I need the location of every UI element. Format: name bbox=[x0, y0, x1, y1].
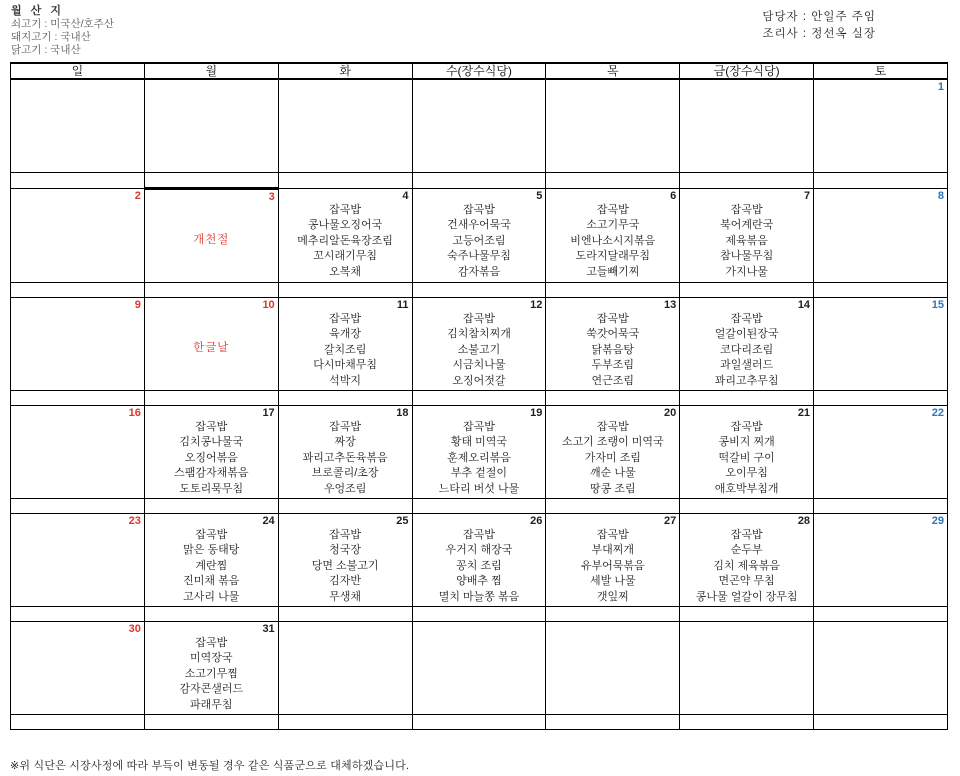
date-number: 15 bbox=[931, 299, 944, 311]
empty-day-cell bbox=[680, 622, 814, 715]
menu-list bbox=[279, 312, 412, 389]
spacer-cell bbox=[144, 715, 278, 730]
day-cell bbox=[144, 189, 278, 283]
date-number: 29 bbox=[931, 515, 944, 527]
day-header-fri: 금(장수식당) bbox=[680, 63, 814, 79]
spacer-cell bbox=[278, 499, 412, 514]
menu-item: 두부조림 bbox=[591, 359, 635, 372]
menu-item: 파래무침 bbox=[190, 698, 233, 711]
day-cell bbox=[144, 406, 278, 499]
empty-day-cell bbox=[144, 79, 278, 173]
spacer-cell bbox=[546, 173, 680, 189]
day-cell bbox=[144, 514, 278, 607]
day-cell bbox=[11, 298, 145, 391]
menu-calendar-table bbox=[10, 62, 948, 730]
date-number: 24 bbox=[262, 515, 275, 527]
spacer-cell bbox=[680, 391, 814, 406]
day-cell bbox=[144, 622, 278, 715]
day-cell bbox=[680, 406, 814, 499]
spacer-cell bbox=[680, 173, 814, 189]
menu-item: 잡곡밥 bbox=[730, 529, 763, 541]
spacer-cell bbox=[412, 499, 546, 514]
day-cell bbox=[278, 514, 412, 607]
menu-item: 당면 소불고기 bbox=[311, 559, 379, 572]
menu-item: 연근조림 bbox=[591, 374, 635, 387]
date-number: 21 bbox=[797, 407, 811, 419]
spacer-row bbox=[11, 607, 948, 622]
menu-item: 김치 제육볶음 bbox=[713, 559, 781, 572]
spacer-cell bbox=[680, 607, 814, 622]
menu-item: 과일샐러드 bbox=[720, 359, 774, 372]
menu-item: 꼬시래기무침 bbox=[313, 250, 377, 263]
date-number: 30 bbox=[128, 623, 141, 635]
holiday-label: 개천절 bbox=[193, 234, 230, 246]
menu-item: 꽁치 조림 bbox=[456, 559, 502, 572]
date-number: 19 bbox=[530, 407, 543, 419]
spacer-cell bbox=[412, 607, 546, 622]
date-number: 26 bbox=[530, 515, 543, 527]
menu-item: 오복채 bbox=[329, 265, 362, 278]
spacer-row bbox=[11, 499, 948, 514]
menu-item: 청국장 bbox=[329, 544, 362, 557]
date-number: 23 bbox=[128, 515, 141, 527]
origin-pork: 돼지고기 : 국내산 bbox=[11, 31, 91, 43]
spacer-cell bbox=[144, 283, 278, 298]
spacer-cell bbox=[546, 607, 680, 622]
date-number: 1 bbox=[937, 81, 944, 93]
day-cell bbox=[546, 514, 680, 607]
date-number: 18 bbox=[396, 407, 409, 419]
menu-item: 얼갈이된장국 bbox=[714, 328, 779, 341]
menu-list bbox=[279, 420, 412, 497]
menu-list bbox=[413, 203, 546, 280]
day-cell bbox=[11, 514, 145, 607]
date-number: 11 bbox=[396, 299, 409, 311]
date-number: 2 bbox=[134, 190, 141, 202]
menu-item: 석박지 bbox=[329, 374, 362, 387]
menu-item: 김자반 bbox=[329, 575, 362, 588]
day-cell bbox=[546, 298, 680, 391]
staff-info-block bbox=[762, 9, 876, 43]
menu-list bbox=[145, 420, 278, 497]
date-number: 10 bbox=[262, 299, 275, 311]
day-header-sun: 일 bbox=[11, 63, 145, 79]
spacer-cell bbox=[814, 391, 948, 406]
day-cell bbox=[144, 298, 278, 391]
menu-list bbox=[413, 312, 546, 389]
menu-list bbox=[546, 420, 679, 497]
menu-item: 잡곡밥 bbox=[463, 421, 495, 433]
date-number: 28 bbox=[797, 515, 811, 527]
empty-day-cell bbox=[546, 622, 680, 715]
spacer-cell bbox=[814, 283, 948, 298]
menu-item: 가자미 조림 bbox=[584, 451, 641, 464]
date-number: 4 bbox=[402, 190, 409, 202]
menu-item: 고등어조림 bbox=[452, 234, 506, 247]
date-number: 6 bbox=[670, 190, 677, 202]
menu-item: 도라지달래무침 bbox=[575, 250, 650, 263]
menu-list bbox=[413, 420, 546, 497]
spacer-cell bbox=[546, 391, 680, 406]
day-cell bbox=[412, 189, 546, 283]
empty-day-cell bbox=[412, 79, 546, 173]
menu-item: 순두부 bbox=[730, 544, 763, 557]
menu-item: 닭볶음탕 bbox=[591, 343, 635, 356]
calendar-body bbox=[11, 79, 948, 730]
day-header-thu: 목 bbox=[546, 63, 680, 79]
menu-item: 소고기 조랭이 미역국 bbox=[561, 436, 664, 449]
spacer-cell bbox=[11, 715, 145, 730]
menu-list bbox=[680, 312, 813, 389]
week-row bbox=[11, 514, 948, 607]
spacer-cell bbox=[144, 173, 278, 189]
day-cell bbox=[814, 298, 948, 391]
empty-day-cell bbox=[11, 79, 145, 173]
day-cell bbox=[546, 406, 680, 499]
menu-item: 잡곡밥 bbox=[463, 204, 495, 216]
spacer-cell bbox=[11, 283, 145, 298]
calendar-header bbox=[11, 63, 948, 79]
spacer-row bbox=[11, 283, 948, 298]
menu-item: 콩나물오징어국 bbox=[307, 219, 383, 232]
menu-list bbox=[546, 528, 679, 605]
menu-item: 숙주나물무침 bbox=[447, 250, 511, 263]
menu-item: 떡갈비 구이 bbox=[718, 451, 775, 464]
menu-item: 잡곡밥 bbox=[596, 313, 629, 325]
menu-item: 부대찌개 bbox=[591, 544, 635, 557]
origin-info-block bbox=[11, 4, 114, 57]
spacer-cell bbox=[546, 715, 680, 730]
spacer-cell bbox=[546, 499, 680, 514]
menu-item: 잡곡밥 bbox=[329, 421, 362, 433]
day-cell bbox=[278, 298, 412, 391]
menu-item: 계란찜 bbox=[195, 559, 228, 572]
menu-item: 미역장국 bbox=[190, 652, 233, 665]
menu-item: 황태 미역국 bbox=[450, 436, 508, 449]
menu-item: 건새우어묵국 bbox=[447, 219, 511, 232]
menu-item: 느타리 버섯 나물 bbox=[438, 482, 520, 495]
week-row bbox=[11, 298, 948, 391]
date-number: 5 bbox=[536, 190, 543, 202]
menu-item: 가지나물 bbox=[725, 265, 768, 278]
day-cell bbox=[412, 514, 546, 607]
menu-item: 세발 나물 bbox=[590, 575, 636, 588]
menu-item: 시금치나물 bbox=[452, 359, 506, 372]
day-header-wed: 수(장수식당) bbox=[412, 63, 546, 79]
menu-list bbox=[680, 528, 813, 605]
menu-list bbox=[546, 203, 679, 280]
spacer-cell bbox=[11, 391, 145, 406]
menu-item: 부추 겉절이 bbox=[450, 467, 508, 480]
menu-item: 잡곡밥 bbox=[195, 529, 228, 541]
spacer-cell bbox=[814, 715, 948, 730]
origin-title: 월 산 지 bbox=[11, 5, 64, 17]
menu-item: 잡곡밥 bbox=[730, 204, 763, 216]
spacer-cell bbox=[412, 283, 546, 298]
menu-item: 고사리 나물 bbox=[183, 590, 240, 603]
empty-day-cell bbox=[814, 622, 948, 715]
day-cell bbox=[814, 189, 948, 283]
spacer-cell bbox=[278, 715, 412, 730]
menu-list bbox=[145, 636, 278, 713]
menu-item: 잡곡밥 bbox=[596, 204, 629, 216]
spacer-cell bbox=[11, 607, 145, 622]
menu-list bbox=[413, 528, 546, 605]
menu-item: 애호박부침개 bbox=[714, 482, 779, 495]
menu-item: 스팸감자채볶음 bbox=[174, 467, 249, 480]
spacer-row bbox=[11, 173, 948, 189]
menu-item: 오징어젓갈 bbox=[452, 374, 506, 387]
day-cell bbox=[11, 406, 145, 499]
menu-list bbox=[279, 203, 412, 280]
menu-item: 잡곡밥 bbox=[596, 529, 629, 541]
menu-item: 김치참치찌개 bbox=[447, 328, 511, 341]
menu-item: 진미채 볶음 bbox=[183, 575, 240, 588]
date-number: 9 bbox=[134, 299, 141, 311]
day-header-mon: 월 bbox=[144, 63, 278, 79]
menu-item: 다시마채무침 bbox=[313, 359, 377, 372]
day-cell bbox=[814, 79, 948, 173]
origin-beef: 쇠고기 : 미국산/호주산 bbox=[11, 18, 114, 30]
empty-day-cell bbox=[680, 79, 814, 173]
date-number: 7 bbox=[803, 190, 811, 202]
menu-item: 맑은 동태탕 bbox=[183, 544, 240, 557]
menu-item: 우엉조림 bbox=[323, 482, 367, 495]
menu-item: 멸치 마늘쫑 볶음 bbox=[438, 590, 520, 603]
spacer-row bbox=[11, 391, 948, 406]
spacer-cell bbox=[11, 499, 145, 514]
day-cell bbox=[680, 298, 814, 391]
week-row bbox=[11, 406, 948, 499]
empty-day-cell bbox=[278, 79, 412, 173]
menu-item: 오이무침 bbox=[725, 467, 768, 480]
day-header-row bbox=[11, 63, 948, 79]
spacer-cell bbox=[814, 173, 948, 189]
day-cell bbox=[680, 189, 814, 283]
staff-cook: 조리사 : 정선옥 실장 bbox=[762, 28, 876, 40]
menu-item: 소불고기 bbox=[457, 343, 501, 356]
menu-item: 잡곡밥 bbox=[463, 529, 495, 541]
menu-item: 북어계란국 bbox=[720, 219, 774, 232]
menu-item: 양배추 찜 bbox=[456, 575, 502, 588]
date-number: 8 bbox=[937, 190, 944, 202]
spacer-cell bbox=[144, 607, 278, 622]
menu-item: 메추리알돈육장조림 bbox=[297, 234, 393, 247]
date-number: 13 bbox=[663, 299, 677, 311]
menu-list bbox=[680, 203, 813, 280]
menu-item: 도토리묵무침 bbox=[179, 482, 244, 495]
menu-item: 콩나물 얼갈이 장무침 bbox=[695, 590, 798, 603]
day-header-sat: 토 bbox=[814, 63, 948, 79]
menu-item: 훈제오리볶음 bbox=[447, 451, 511, 464]
day-cell bbox=[680, 514, 814, 607]
menu-item: 잡곡밥 bbox=[329, 313, 362, 325]
empty-day-cell bbox=[412, 622, 546, 715]
menu-list bbox=[279, 528, 412, 605]
menu-item: 비엔나소시지볶음 bbox=[570, 234, 656, 247]
date-number: 16 bbox=[128, 407, 141, 419]
menu-list bbox=[546, 312, 679, 389]
date-number: 3 bbox=[268, 191, 275, 203]
spacer-cell bbox=[144, 499, 278, 514]
spacer-cell bbox=[278, 283, 412, 298]
menu-item: 면곤약 무침 bbox=[718, 575, 775, 588]
spacer-cell bbox=[11, 173, 145, 189]
menu-item: 무생채 bbox=[329, 590, 362, 603]
empty-day-cell bbox=[546, 79, 680, 173]
holiday-label: 한글날 bbox=[193, 342, 230, 354]
date-number: 14 bbox=[797, 299, 811, 311]
menu-item: 잡곡밥 bbox=[195, 637, 228, 649]
menu-item: 참나물무침 bbox=[720, 250, 774, 263]
day-cell bbox=[278, 406, 412, 499]
spacer-cell bbox=[546, 283, 680, 298]
menu-item: 브로콜리/초장 bbox=[311, 467, 379, 480]
menu-item: 잡곡밥 bbox=[730, 421, 763, 433]
menu-item: 오징어볶음 bbox=[184, 451, 238, 464]
menu-item: 감자콘샐러드 bbox=[179, 683, 244, 696]
menu-item: 짜장 bbox=[334, 436, 356, 449]
menu-item: 꽈리고추돈육볶음 bbox=[302, 451, 388, 464]
day-cell bbox=[278, 189, 412, 283]
spacer-cell bbox=[680, 715, 814, 730]
menu-item: 제육볶음 bbox=[725, 234, 768, 247]
day-cell bbox=[412, 406, 546, 499]
menu-list bbox=[145, 528, 278, 605]
spacer-cell bbox=[412, 173, 546, 189]
menu-item: 소고기무찜 bbox=[184, 667, 238, 680]
menu-item: 잡곡밥 bbox=[730, 313, 763, 325]
menu-item: 콩비지 찌개 bbox=[718, 436, 775, 449]
date-number: 17 bbox=[262, 407, 275, 419]
date-number: 25 bbox=[396, 515, 409, 527]
spacer-cell bbox=[278, 173, 412, 189]
day-cell bbox=[814, 406, 948, 499]
spacer-cell bbox=[278, 391, 412, 406]
menu-item: 갈치조림 bbox=[323, 343, 367, 356]
date-number: 22 bbox=[931, 407, 944, 419]
menu-item: 소고기무국 bbox=[586, 219, 640, 232]
menu-item: 갯잎찌 bbox=[596, 590, 629, 603]
menu-item: 잡곡밥 bbox=[195, 421, 228, 433]
day-cell bbox=[814, 514, 948, 607]
menu-item: 잡곡밥 bbox=[329, 204, 362, 216]
day-cell bbox=[11, 189, 145, 283]
menu-item: 잡곡밥 bbox=[329, 529, 362, 541]
menu-list bbox=[680, 420, 813, 497]
week-row bbox=[11, 79, 948, 173]
spacer-cell bbox=[412, 391, 546, 406]
spacer-cell bbox=[814, 499, 948, 514]
spacer-cell bbox=[278, 607, 412, 622]
menu-item: 쑥갓어묵국 bbox=[586, 328, 640, 341]
day-cell bbox=[412, 298, 546, 391]
date-number: 31 bbox=[262, 623, 275, 635]
spacer-cell bbox=[680, 499, 814, 514]
date-number: 20 bbox=[663, 407, 677, 419]
week-row bbox=[11, 189, 948, 283]
day-cell bbox=[546, 189, 680, 283]
menu-item: 땅콩 조림 bbox=[590, 482, 636, 495]
day-cell bbox=[11, 622, 145, 715]
menu-item: 고들빼기찌 bbox=[586, 265, 640, 278]
spacer-cell bbox=[412, 715, 546, 730]
menu-item: 잡곡밥 bbox=[463, 313, 495, 325]
menu-item: 코다리조림 bbox=[720, 343, 774, 356]
menu-item: 김치콩나물국 bbox=[179, 436, 244, 449]
menu-item: 꽈리고추무침 bbox=[714, 374, 779, 387]
origin-chicken: 닭고기 : 국내산 bbox=[11, 44, 81, 56]
menu-item: 깨순 나물 bbox=[590, 467, 636, 480]
menu-item: 우거지 해장국 bbox=[445, 544, 513, 557]
date-number: 12 bbox=[530, 299, 543, 311]
substitution-note: ※위 식단은 시장사정에 따라 부득이 변동될 경우 같은 식품군으로 대체하겠습니다. bbox=[10, 760, 410, 772]
menu-item: 잡곡밥 bbox=[596, 421, 629, 433]
menu-item: 육개장 bbox=[329, 328, 362, 341]
day-header-tue: 화 bbox=[278, 63, 412, 79]
menu-item: 유부어묵볶음 bbox=[580, 559, 645, 572]
spacer-cell bbox=[680, 283, 814, 298]
staff-manager: 담당자 : 안일주 주임 bbox=[762, 11, 876, 23]
date-number: 27 bbox=[663, 515, 677, 527]
spacer-cell bbox=[144, 391, 278, 406]
menu-item: 감자볶음 bbox=[457, 265, 501, 278]
spacer-cell bbox=[814, 607, 948, 622]
week-row bbox=[11, 622, 948, 715]
spacer-row bbox=[11, 715, 948, 730]
empty-day-cell bbox=[278, 622, 412, 715]
